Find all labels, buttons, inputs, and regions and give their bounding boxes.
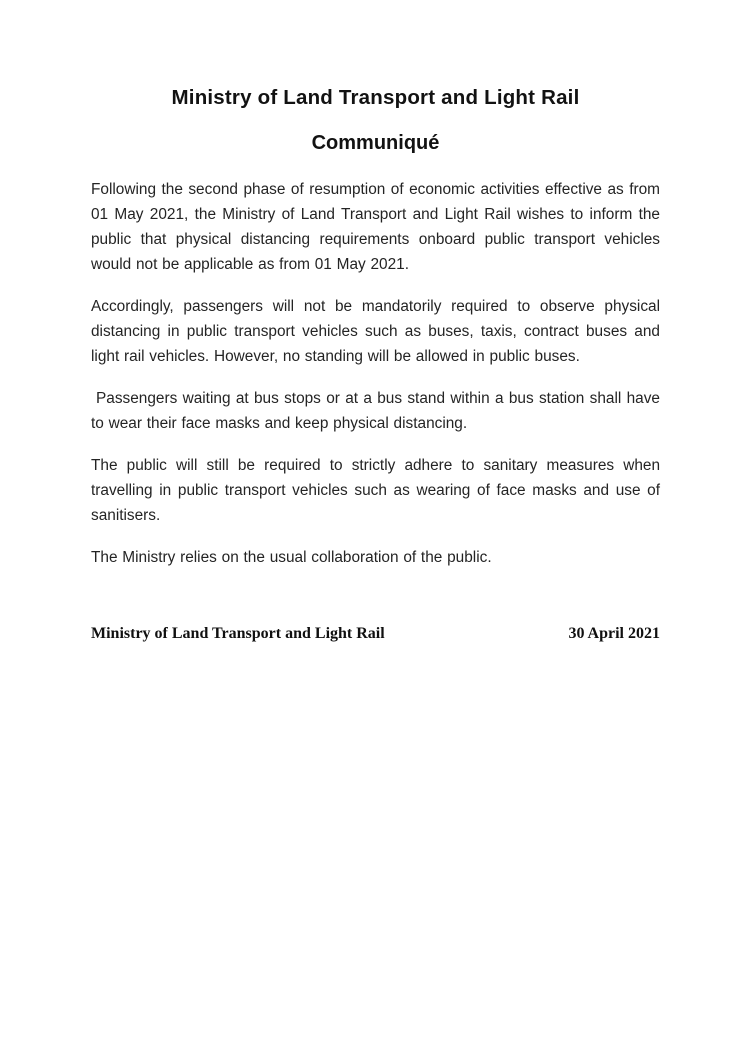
signature-row [91, 625, 660, 643]
signatory-name: Ministry of Land Transport and Light Rail [91, 625, 385, 642]
paragraph-distancing-vehicles: Accordingly, passengers will not be mandatorily required to observe physical distancing in public transport vehicles such as buses, taxis, contract buses and light rail vehicles. However, no standing will be allowed in public buses. [91, 298, 660, 365]
document-date: 30 April 2021 [568, 625, 660, 642]
document-title: Ministry of Land Transport and Light Rail [171, 86, 580, 109]
paragraph-phase-resumption: Following the second phase of resumption of economic activities effective as from 01 May 2021, the Ministry of Land Transport and Light Rail wishes to inform the public that physical distancing requirements onboard public transport vehicles would not be applicable as from 01 May 2021. [91, 181, 660, 273]
paragraph-collaboration: The Ministry relies on the usual collaboration of the public. [91, 549, 492, 566]
paragraph-sanitary-measures: The public will still be required to strictly adhere to sanitary measures when travelling in public transport vehicles such as wearing of face masks and use of sanitisers. [91, 457, 660, 524]
document-subtitle: Communiqué [311, 132, 440, 154]
paragraph-bus-stops: Passengers waiting at bus stops or at a bus stand within a bus station shall have to wear their face masks and keep physical distancing. [91, 390, 660, 432]
